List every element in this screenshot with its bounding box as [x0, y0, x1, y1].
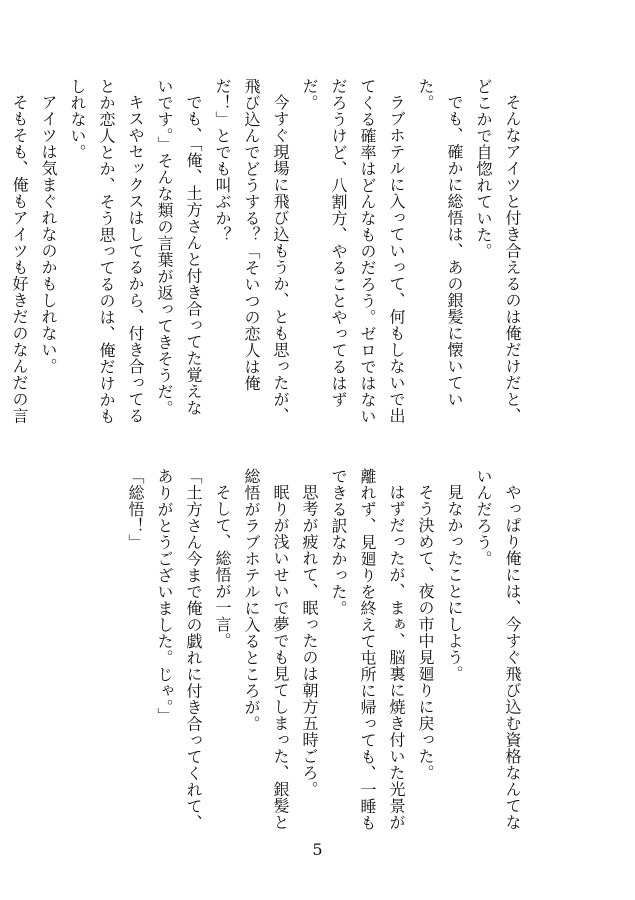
paragraph: でも、確かに総悟は、あの銀髪に懐いていた。 [416, 78, 464, 408]
paragraph: そんなアイツと付き合えるのは俺だけだと、どこかで自惚れていた。 [474, 78, 522, 424]
lower-text-block [107, 468, 527, 838]
paragraph: アイツは気まぐれなのかもしれない。 [39, 94, 58, 375]
paragraph: やっぱり俺には、今すぐ飛び込む資格なんてないんだろう。 [474, 468, 522, 831]
paragraph: キスやセックスはしてるから、付き合ってるとか恋人とか、そう思ってるのは、俺だけかもしれない。 [68, 78, 145, 425]
paragraph: そう決めて、夜の市中見廻りに戻った。 [416, 484, 435, 781]
page-number: 5 [312, 840, 323, 859]
paragraph: 眠りが浅いせいで夢でも見てしまった、銀髪と総悟がラブホテルに入るところが。 [242, 468, 290, 831]
paragraph: でも、「俺、土方さんと付き合ってた覚えないです。」そんな類の言葉が返ってきそうだ。 [155, 78, 203, 417]
paragraph: そもそも、俺もアイツも好きだのなんだの言 [10, 94, 29, 424]
paragraph: はずだったが、まぁ、脳裏に焼き付いた光景が離れず、見廻りを終えて屯所に帰っても、一睡もできる訳なかった。 [329, 468, 406, 831]
paragraph: そして、総悟が一言。 [213, 484, 232, 649]
paragraph: 思考が疲れて、眠ったのは朝方五時ごろ。 [300, 484, 319, 798]
dialogue-line: 「総悟！」 [126, 468, 145, 551]
paragraph: 見なかったことにしよう。 [445, 484, 464, 682]
paragraph: 今すぐ現場に飛び込もうか、とも思ったが、飛び込んでどうする？「そいつの恋人は俺だ！」とでも叫ぶか？ [213, 78, 290, 424]
dialogue-line: 「土方さん今まで俺の戯れに付き合ってくれて、ありがとうございました。じゃ。」 [155, 468, 203, 831]
paragraph: ラブホテルに入っていって、何もしないで出てくる確率はどんなものだろう。ゼロではないだろうけど、八割方、やることやってるはずだ。 [300, 78, 406, 425]
upper-text-block [10, 78, 527, 426]
